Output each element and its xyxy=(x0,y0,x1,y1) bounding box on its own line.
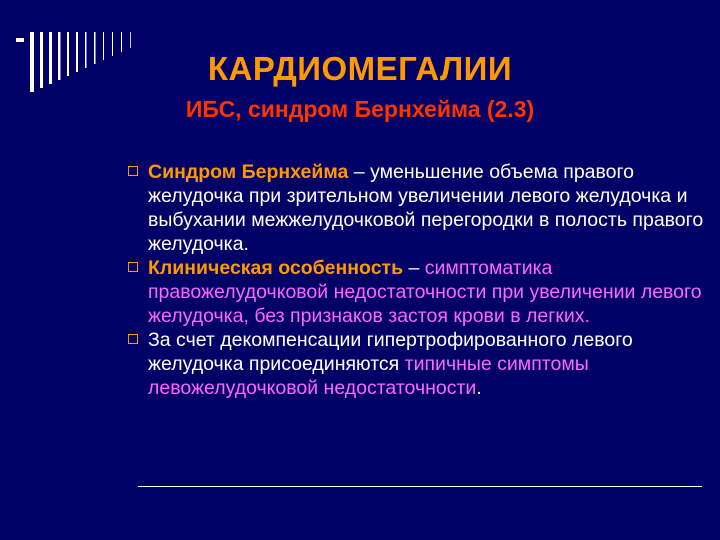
list-item xyxy=(148,160,708,256)
list-item xyxy=(148,256,708,328)
bullet-term: Синдром Бернхейма xyxy=(148,161,349,183)
bullet-dash: – xyxy=(403,257,425,279)
list-item xyxy=(148,328,708,400)
square-bullet-icon xyxy=(128,262,138,272)
bullet-text: За счет декомпенсации гипертрофированного левого желудочка присоединяются xyxy=(148,329,633,375)
slide-subtitle: ИБС, синдром Бернхейма (2.3) xyxy=(185,96,535,122)
bullet-text: симптоматика правожелудочковой недостаточности при увеличении левого желудочка, без признаков застоя крови в легких. xyxy=(148,257,702,327)
square-bullet-icon xyxy=(128,334,138,344)
bullet-text: – уменьшение объема правого желудочка при зрительном увеличении левого желудочка и выбухании межжелудочковой перегородки в полость правого желудочка. xyxy=(148,161,704,255)
bottom-divider xyxy=(138,486,702,487)
bullet-highlight: типичные симптомы левожелудочковой недостаточности xyxy=(148,353,589,399)
square-bullet-icon xyxy=(128,166,138,176)
bullet-term: Клиническая особенность xyxy=(148,257,404,279)
bullet-end: . xyxy=(476,377,482,399)
bullet-list xyxy=(148,160,708,400)
slide-title: КАРДИОМЕГАЛИИ xyxy=(207,50,513,87)
